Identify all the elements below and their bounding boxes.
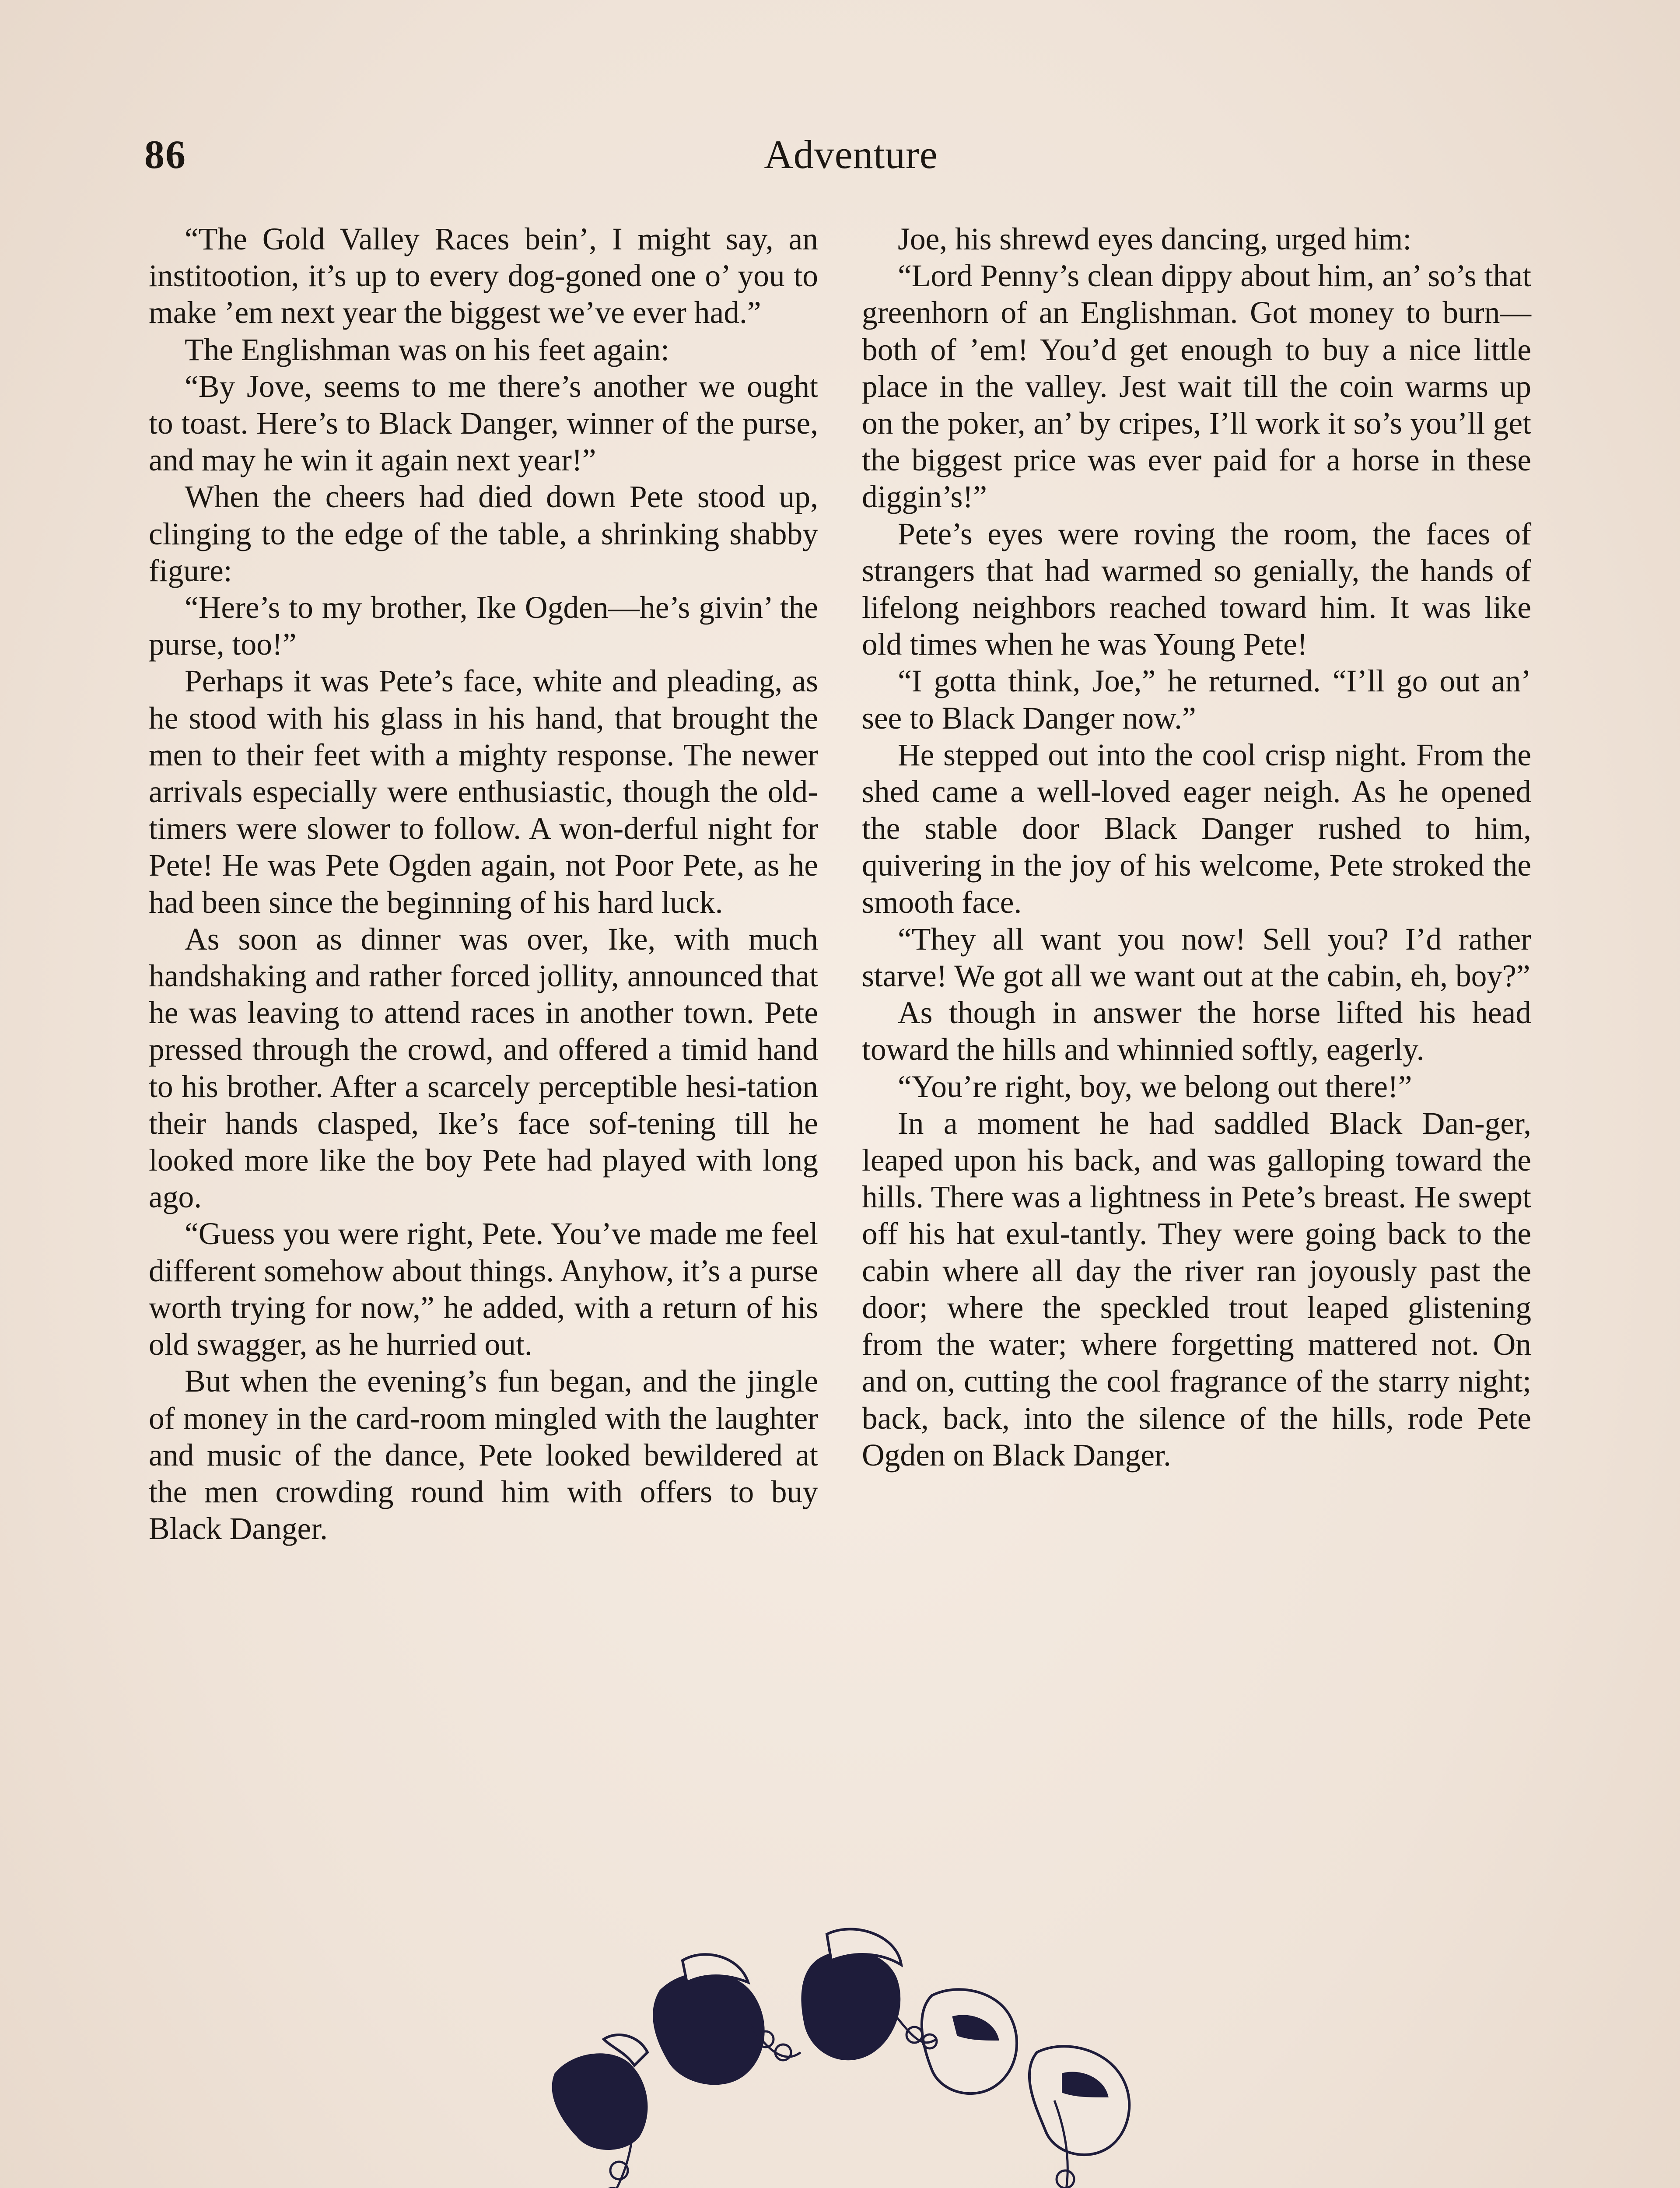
paragraph: “Here’s to my brother, Ike Ogden—he’s givin’ the purse, too!” <box>149 590 818 662</box>
paragraph: “I gotta think, Joe,” he returned. “I’ll go out an’ see to Black Danger now.” <box>862 664 1531 736</box>
page-number: 86 <box>144 132 186 177</box>
paragraph: As though in answer the horse lifted his head toward the hills and whinnied softly, eagerly. <box>862 996 1531 1067</box>
running-title: Adventure <box>764 132 938 177</box>
paragraph: “Lord Penny’s clean dippy about him, an’ so’s that greenhorn of an Englishman. Got money to burn—both of ’em! You’d get enough to buy a nice little place in the valley. Jest wait till the coin warms up on the poker, an’ by cripes, I’ll work it so’s you’ll get the biggest price was ever paid for a horse in these diggin’s!” <box>862 259 1531 515</box>
paragraph: Joe, his shrewd eyes dancing, urged him: <box>898 222 1412 256</box>
paragraph: “They all want you now! Sell you? I’d rather starve! We got all we want out at the cabin, eh, boy?” <box>862 922 1531 994</box>
paragraph: Perhaps it was Pete’s face, white and pleading, as he stood with his glass in his hand, that brought the men to their feet with a mighty response. The newer arrivals especially were enthusiastic, though the old-timers were slower to follow. A won-derful night for Pete! He was Pete Ogden again, not Poor Pete, as he had been since the beginning of his hard luck. <box>149 664 818 920</box>
paragraph: In a moment he had saddled Black Dan-ger, leaped upon his back, and was galloping toward the hills. There was a lightness in Pete’s breast. He swept off his hat exul-tantly. They were going back to the cabin where all day the river ran joyously past the door; where the speckled trout leaped glistening from the water; where forgetting mattered not. On and on, cutting the cool fragrance of the starry night; back, back, into the silence of the hills, rode Pete Ogden on Black Danger. <box>862 1106 1531 1473</box>
paragraph: “Guess you were right, Pete. You’ve made me feel different somehow about things. Anyhow, it’s a purse worth trying for now,” he added, with a return of his old swagger, as he hurried out. <box>149 1217 818 1362</box>
paragraph: When the cheers had died down Pete stood up, clinging to the edge of the table, a shrinking shabby figure: <box>149 480 818 588</box>
page-header <box>144 131 1558 184</box>
paragraph: Pete’s eyes were roving the room, the faces of strangers that had warmed so genially, the hands of lifelong neighbors reached toward him. It was like old times when he was Young Pete! <box>862 516 1531 662</box>
paragraph: The Englishman was on his feet again: <box>185 332 669 367</box>
paragraph: “The Gold Valley Races bein’, I might say, an institootion, it’s up to every dog-goned one o’ you to make ’em next year the biggest we’ve ever had.” <box>149 222 818 330</box>
paragraph: As soon as dinner was over, Ike, with much handshaking and rather forced jollity, announced that he was leaving to attend races in another town. Pete pressed through the crowd, and offered a timid hand to his brother. After a scarcely perceptible hesi-tation their hands clasped, Ike’s face sof-tening till he looked more like the boy Pete had played with long ago. <box>149 922 818 1215</box>
paragraph: He stepped out into the cool crisp night. From the shed came a well-loved eager neigh. As he opened the stable door Black Danger rushed to him, quivering in the joy of his welcome, Pete stroked the smooth face. <box>862 737 1531 920</box>
right-text-column <box>862 221 1531 1474</box>
left-text-column <box>149 221 818 1547</box>
paragraph: “By Jove, seems to me there’s another we ought to toast. Here’s to Black Danger, winner of the purse, and may he win it again next year!” <box>149 369 818 478</box>
paragraph: But when the evening’s fun began, and the jingle of money in the card-room mingled with the laughter and music of the dance, Pete looked bewildered at the men crowding round him with offers to buy Black Danger. <box>149 1364 818 1546</box>
paragraph: “You’re right, boy, we belong out there!” <box>898 1069 1412 1104</box>
bonnets-and-flowers-ornament-icon <box>538 1908 1151 2188</box>
